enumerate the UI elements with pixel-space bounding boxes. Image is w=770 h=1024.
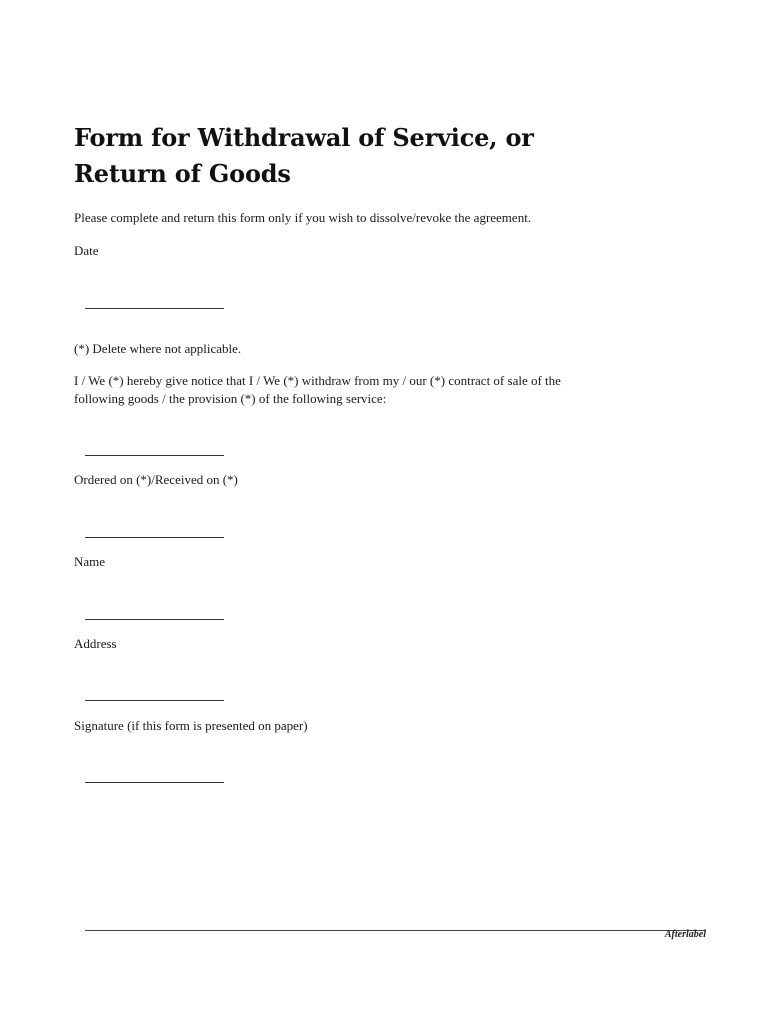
- name-line[interactable]: [85, 619, 224, 620]
- notice-line-1: I / We (*) hereby give notice that I / We (*) withdraw from my / our (*) contract of sale of the: [74, 373, 561, 388]
- goods-service-line[interactable]: [85, 455, 224, 456]
- footer-divider: [85, 930, 706, 931]
- notice-line-2: following goods / the provision (*) of the following service:: [74, 391, 387, 406]
- title-line-1: Form for Withdrawal of Service, or: [74, 123, 534, 152]
- page-title: [74, 120, 694, 192]
- address-label: Address: [74, 636, 117, 651]
- date-line[interactable]: [85, 308, 224, 309]
- signature-label: Signature (if this form is presented on paper): [74, 718, 308, 733]
- intro-text: Please complete and return this form only if you wish to dissolve/revoke the agreement.: [74, 210, 532, 225]
- title-line-2: Return of Goods: [74, 159, 291, 188]
- signature-line[interactable]: [85, 782, 224, 783]
- ordered-line[interactable]: [85, 537, 224, 538]
- date-label: Date: [74, 243, 99, 258]
- delete-note: (*) Delete where not applicable.: [74, 341, 242, 356]
- ordered-label: Ordered on (*)/Received on (*): [74, 472, 238, 487]
- name-label: Name: [74, 554, 106, 569]
- footer-brand-label: Afterlabel: [664, 929, 706, 940]
- address-line[interactable]: [85, 700, 224, 701]
